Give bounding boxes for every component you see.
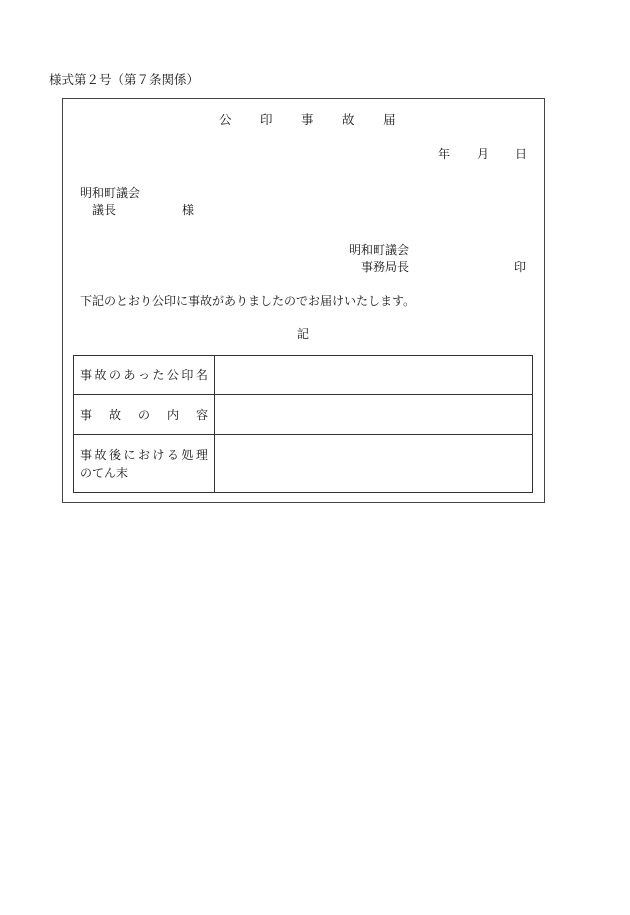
title-char: 故 [342, 112, 355, 127]
label-char: っ [137, 368, 150, 382]
addressee-org: 明和町議会 [80, 186, 141, 200]
label-char: 事 [80, 447, 93, 462]
title-char: 公 [219, 112, 232, 127]
sender-org: 明和町議会 [349, 243, 410, 257]
post-incident-field[interactable] [215, 435, 533, 493]
label-char: る [166, 447, 179, 462]
incident-table [73, 355, 533, 493]
label-char: 公 [166, 368, 179, 382]
form-title [219, 110, 396, 128]
date-year: 年 [438, 147, 451, 161]
label-char: あ [123, 368, 136, 382]
title-char: 届 [383, 112, 396, 127]
label-char: 名 [195, 368, 208, 382]
ki-heading: 記 [297, 327, 310, 341]
label-char: の [137, 407, 150, 422]
post-incident-label [74, 435, 215, 493]
label-char: 故 [94, 447, 107, 462]
table-row [74, 356, 533, 395]
date-day: 日 [515, 147, 528, 161]
seal-name-label [74, 356, 215, 395]
addressee-position: 議長 [92, 203, 117, 217]
post-incident-label-line2: のてん末 [80, 465, 129, 480]
label-char: 印 [181, 368, 194, 382]
label-char: に [123, 447, 136, 462]
label-char: た [152, 368, 165, 382]
incident-content-field[interactable] [215, 395, 533, 435]
label-char: 内 [166, 407, 179, 422]
seal-name-field[interactable] [215, 356, 533, 395]
title-char: 印 [260, 112, 273, 127]
title-char: 事 [301, 112, 314, 127]
table-row [74, 435, 533, 493]
seal-mark: 印 [514, 260, 527, 274]
form-number-label: 様式第２号（第７条関係） [49, 72, 200, 87]
body-text: 下記のとおり公印に事故がありましたのでお届けいたします。 [80, 294, 416, 308]
label-char: 事 [80, 407, 93, 422]
sender-position: 事務局長 [361, 260, 410, 274]
label-char: 理 [195, 447, 208, 462]
label-char: の [108, 368, 121, 382]
label-char: け [152, 447, 165, 462]
label-char: 事 [80, 368, 93, 382]
label-char: 処 [181, 447, 194, 462]
label-char: 故 [108, 407, 121, 422]
date-month: 月 [477, 147, 490, 161]
label-char: お [137, 447, 150, 462]
post-incident-label-line1 [80, 446, 208, 464]
table-row [74, 395, 533, 435]
incident-content-label [74, 395, 215, 435]
label-char: 容 [195, 407, 208, 422]
label-char: 後 [108, 447, 121, 462]
addressee-honorific: 様 [182, 203, 195, 217]
label-char: 故 [94, 368, 107, 382]
